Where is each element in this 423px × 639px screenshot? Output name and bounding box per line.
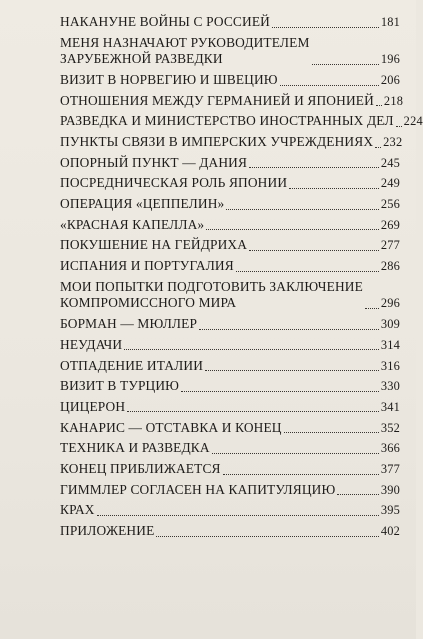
dot-leader [280,85,379,86]
toc-entry-title [60,155,247,172]
toc-entry-title [60,378,179,395]
toc-entry-title [60,279,363,312]
toc-entry-title [60,502,95,519]
toc-entry-title-line: ВИЗИТ В НОРВЕГИЮ И ШВЕЦИЮ [60,71,278,87]
toc-entry-title-line: КРАХ [60,502,95,518]
dot-leader [212,453,379,454]
toc-entry-page-number: 402 [380,524,400,538]
toc-entry-title-line: НЕУДАЧИ [60,336,123,352]
dot-leader [249,167,379,168]
toc-entry-page-number: 224 [403,114,423,129]
dot-leader [284,432,379,433]
toc-entry-page-number: 206 [380,72,400,87]
toc-entry [60,316,400,333]
toc-entry-title [60,523,154,540]
toc-entry-title-line: ОПЕРАЦИЯ «ЦЕППЕЛИН» [60,196,225,212]
toc-entry-title [60,358,203,375]
toc-entry-title [60,217,204,234]
toc-entry-page-number: 395 [380,503,400,518]
toc-entry-title-line: БОРМАН — МЮЛЛЕР [60,316,198,332]
toc-entry-page-number: 390 [380,482,400,497]
toc-entry-page-number: 341 [380,399,400,414]
toc-entry [60,155,400,172]
toc-entry-title-line: ОПОРНЫЙ ПУНКТ — ДАНИЯ [60,154,248,170]
toc-entry-title [60,72,278,89]
dot-leader [272,27,379,28]
toc-entry-page-number: 245 [380,155,400,170]
toc-entry [60,378,400,395]
toc-entry-page-number: 181 [380,15,400,29]
toc-entry-title [60,482,335,499]
toc-entry-page-number: 277 [380,238,400,253]
toc-entry [60,175,400,192]
toc-entry [60,134,403,151]
toc-entry-title [60,420,282,437]
toc-entry [60,461,400,478]
toc-entry [60,196,400,213]
toc-entry-title [60,399,125,416]
table-of-contents [60,14,423,544]
toc-entry [60,217,400,234]
toc-entry-title-line: ИСПАНИЯ И ПОРТУГАЛИЯ [60,258,234,274]
dot-leader [375,147,381,148]
toc-entry-title-line: ПУНКТЫ СВЯЗИ В ИМПЕРСКИХ УЧРЕЖДЕНИЯХ [60,134,374,150]
toc-entry [60,523,400,540]
dot-leader [205,370,379,371]
toc-entry-page-number: 196 [380,52,400,67]
toc-entry [60,502,400,519]
toc-entry-page-number: 232 [383,135,403,150]
toc-entry-title-line: КАНАРИС — ОТСТАВКА И КОНЕЦ [60,419,282,435]
toc-entry-page-number: 218 [383,93,404,108]
dot-leader [199,329,379,330]
toc-entry [60,35,400,68]
toc-entry-title-line: КОМПРОМИССНОГО МИРА [60,295,237,311]
toc-entry-title [60,237,247,254]
toc-entry-page-number: 249 [380,176,400,191]
toc-entry-title-line: ЦИЦЕРОН [60,398,126,414]
dot-leader [206,229,379,230]
toc-entry-title [60,461,221,478]
toc-entry [60,279,400,312]
dot-leader [249,250,379,251]
toc-entry-title [60,440,210,457]
toc-entry-title-line: НАКАНУНЕ ВОЙНЫ С РОССИЕЙ [60,14,270,29]
toc-entry-title [60,258,234,275]
toc-entry-title [60,14,270,31]
dot-leader [312,64,379,65]
toc-entry [60,14,400,31]
toc-entry-title-line: МЕНЯ НАЗНАЧАЮТ РУКОВОДИТЕЛЕМ [60,34,310,50]
toc-entry-title [60,93,374,110]
toc-entry-page-number: 352 [380,420,400,435]
toc-entry [60,72,400,89]
toc-entry-title-line: ОТНОШЕНИЯ МЕЖДУ ГЕРМАНИЕЙ И ЯПОНИЕЙ [60,92,374,108]
toc-entry-page-number: 330 [380,379,400,394]
toc-entry-title [60,35,310,68]
toc-entry-page-number: 269 [380,217,400,232]
toc-entry [60,258,400,275]
toc-entry-page-number: 309 [380,317,400,332]
toc-entry-page-number: 316 [380,358,400,373]
dot-leader [337,494,378,495]
toc-entry [60,358,400,375]
toc-entry-title-line: ПРИЛОЖЕНИЕ [60,523,155,538]
dot-leader [156,536,378,537]
dot-leader [127,411,379,412]
toc-entry-title-line: КОНЕЦ ПРИБЛИЖАЕТСЯ [60,460,221,476]
dot-leader [223,474,379,475]
dot-leader [289,188,379,189]
toc-entry-title-line: РАЗВЕДКА И МИНИСТЕРСТВО ИНОСТРАННЫХ ДЕЛ [60,113,394,129]
toc-entry [60,113,423,130]
toc-entry-title-line: ВИЗИТ В ТУРЦИЮ [60,378,180,394]
toc-entry-page-number: 296 [380,296,400,311]
toc-entry-title-line: ТЕХНИКА И РАЗВЕДКА [60,440,210,456]
toc-entry-title-line: МОИ ПОПЫТКИ ПОДГОТОВИТЬ ЗАКЛЮЧЕНИЕ [60,278,363,294]
toc-entry [60,237,400,254]
toc-entry [60,399,400,416]
toc-entry-title [60,113,394,130]
dot-leader [365,308,379,309]
toc-entry-title [60,134,373,151]
toc-entry-page-number: 377 [380,461,400,476]
dot-leader [236,271,379,272]
toc-entry-page-number: 366 [380,441,400,456]
toc-entry-title-line: ПОКУШЕНИЕ НА ГЕЙДРИХА [60,237,248,253]
toc-entry [60,92,404,110]
toc-entry-page-number: 314 [380,337,400,352]
toc-entry-title-line: ЗАРУБЕЖНОЙ РАЗВЕДКИ [60,51,223,67]
dot-leader [376,105,382,106]
dot-leader [97,515,379,516]
toc-entry-title-line: ОТПАДЕНИЕ ИТАЛИИ [60,357,204,373]
toc-entry [60,482,400,499]
dot-leader [226,209,378,210]
toc-entry-title-line: ПОСРЕДНИЧЕСКАЯ РОЛЬ ЯПОНИИ [60,175,288,191]
toc-entry-title [60,196,224,213]
dot-leader [124,349,379,350]
toc-entry-title-line: «КРАСНАЯ КАПЕЛЛА» [60,216,205,232]
toc-entry-title [60,316,197,333]
toc-entry-title [60,337,122,354]
toc-entry-title-line: ГИММЛЕР СОГЛАСЕН НА КАПИТУЛЯЦИЮ [60,481,336,497]
dot-leader [181,391,379,392]
dot-leader [396,126,402,127]
toc-entry-page-number: 256 [380,197,400,212]
toc-entry [60,440,400,457]
toc-entry-page-number: 286 [380,259,400,274]
toc-entry-title [60,175,287,192]
toc-entry [60,420,400,437]
toc-entry [60,337,400,354]
